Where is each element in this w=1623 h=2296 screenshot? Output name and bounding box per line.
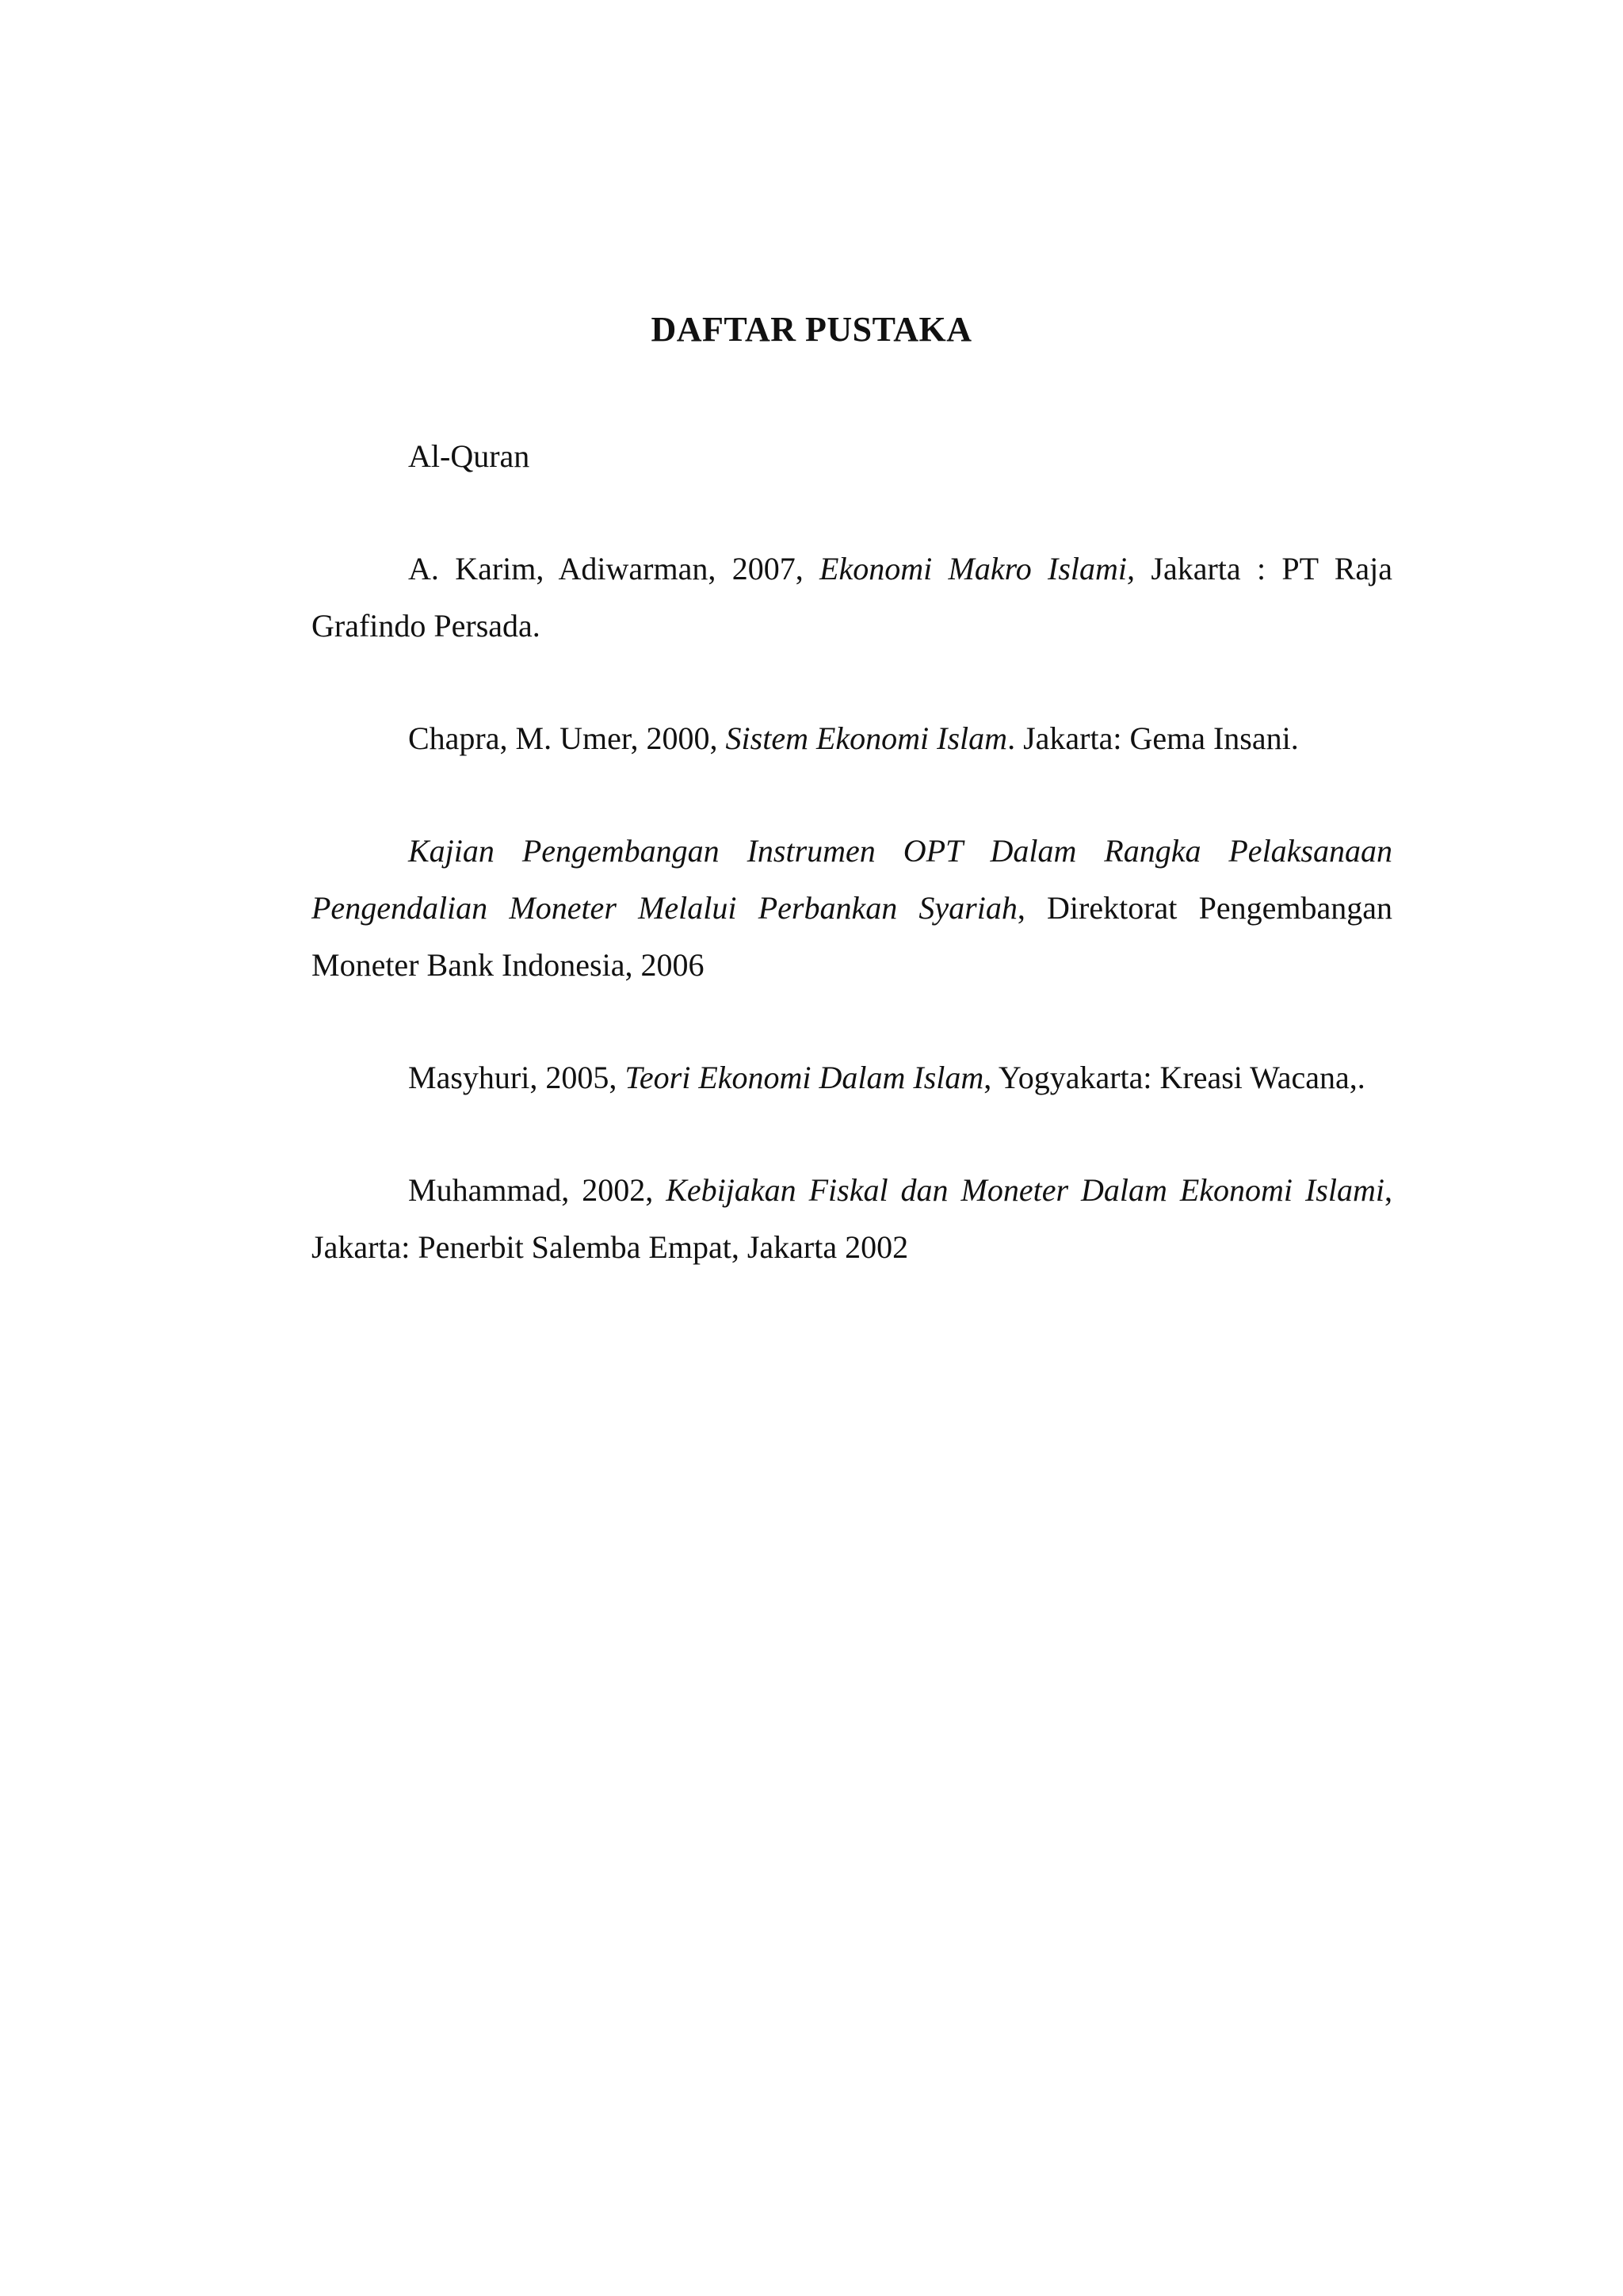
reference-list <box>311 428 1392 1331</box>
reference-text: A. Karim, Adiwarman, 2007, <box>408 551 820 586</box>
reference-item <box>311 541 1392 655</box>
page-title: DAFTAR PUSTAKA <box>651 310 972 349</box>
reference-publisher: . Jakarta: Gema Insani. <box>1007 720 1299 756</box>
reference-title: Kebijakan Fiskal dan Moneter Dalam Ekonomi Islami <box>666 1172 1384 1208</box>
reference-text: Chapra, M. Umer, 2000, <box>408 720 726 756</box>
reference-text: Al-Quran <box>408 438 530 474</box>
reference-title: Sistem Ekonomi Islam <box>725 720 1008 756</box>
reference-publisher: , Yogyakarta: Kreasi Wacana,. <box>983 1060 1365 1095</box>
reference-publisher: , Direktorat Pengembangan Moneter Bank Indonesia, 2006 <box>311 890 1392 983</box>
reference-item <box>311 823 1392 994</box>
reference-title: Kajian Pengembangan Instrumen OPT Dalam Rangka Pelaksanaan Pengendalian Moneter Melalui Perbankan Syariah <box>311 833 1392 926</box>
reference-item <box>311 428 1392 485</box>
reference-publisher: , Jakarta: Penerbit Salemba Empat, Jakarta 2002 <box>311 1172 1392 1265</box>
reference-item <box>311 710 1392 767</box>
reference-title: Ekonomi Makro Islami, <box>819 551 1136 586</box>
reference-item <box>311 1162 1392 1276</box>
reference-item <box>311 1049 1392 1106</box>
reference-text: Masyhuri, 2005, <box>408 1060 625 1095</box>
reference-text: Muhammad, 2002, <box>408 1172 666 1208</box>
reference-title: Teori Ekonomi Dalam Islam <box>624 1060 984 1095</box>
reference-publisher: Jakarta : PT Raja Grafindo Persada. <box>311 551 1393 644</box>
